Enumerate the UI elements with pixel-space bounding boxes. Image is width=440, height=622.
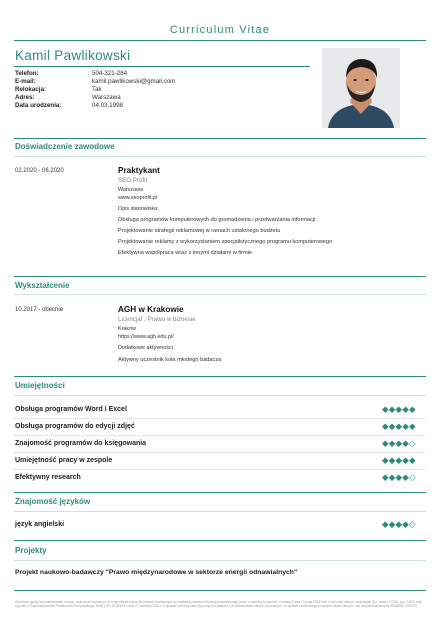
document-title: Curriculum Vitae (169, 24, 271, 36)
field-phone: Telefon: 504-321-284 (15, 70, 128, 77)
education-city: Kraków (118, 326, 136, 332)
education-url: https://www.agh.edu.pl/ (118, 334, 174, 340)
gdpr-consent-clause: Wyrażam zgodę na przetwarzanie danych osobowych zawartych w mojej ofercie pracy dla potrzeb niezbędnych do realizacji procesu rekrutacji prowadzonego przez z siedzibą w zgodnie z ustawą z dnia 10 maja 2018 roku o ochronie danych osobowych (Dz. Ustaw z 2018, poz. 1000) oraz zgodnie z Rozporządzeniem Parlamentu Europejskiego i Rady (UE) 2016/679 z dnia 27 kwietnia 2016 r. w sprawie ochrony osób fizycznych w związku z przetwarzaniem danych osobowych i w sprawie swobodnego przepływu takich danych oraz uchylenia dyrektywy 95/46/WE (RODO). (15, 600, 422, 609)
field-address: Adres: Warszawa (15, 94, 121, 102)
experience-title: Praktykant (118, 166, 160, 175)
section-underline (14, 294, 426, 295)
skill-name: Obsługa programów Word i Excel (15, 406, 127, 413)
section-underline (14, 511, 426, 512)
experience-bullet: Projektowanie strategii reklamowej w ramach ustalonego budżetu (118, 228, 281, 234)
section-divider (14, 376, 426, 377)
field-birthdate: Data urodzenia: 04.03.1998 (15, 102, 123, 110)
section-title-education: Wykształcenie (15, 281, 70, 290)
skill-rating-stars: ◆◆◆◆◆ (382, 404, 416, 414)
section-title-languages: Znajomość języków (15, 497, 91, 506)
footer-divider (14, 590, 426, 591)
experience-entry (118, 166, 418, 256)
project-item: Projekt naukowo-badawczy "Prawo międzynarodowe w sektorze energii odnawialnych" (15, 569, 298, 576)
skill-name: Efektywny research (15, 474, 81, 481)
section-underline (14, 560, 426, 561)
experience-date: 02.2020 - 06.2020 (15, 168, 64, 174)
skill-name: Znajomość programów do księgowania (15, 440, 147, 447)
skill-separator (14, 469, 426, 470)
experience-url: www.seoprofit.pl (118, 195, 158, 201)
section-title-projects: Projekty (15, 546, 47, 555)
education-school: AGH w Krakowie (118, 305, 184, 314)
section-divider (14, 540, 426, 541)
section-divider (14, 276, 426, 277)
section-underline (14, 395, 426, 396)
education-date: 10.2017 - obecnie (15, 307, 64, 313)
skill-rating-stars: ◆◆◆◆◆ (382, 421, 416, 431)
person-name: Kamil Pawlikowski (15, 48, 131, 63)
field-email: E-mail: kamil.pawlikowski@gmail.com (15, 78, 176, 86)
experience-bullet: Projektowanie reklamy z wykorzystaniem specjalistycznego programu komputerowego (118, 239, 333, 245)
skill-name: Umiejętność pracy w zespole (15, 457, 113, 464)
experience-company: SEO Profit (118, 177, 148, 184)
field-relocation: Relokacja: Tak (15, 86, 102, 94)
section-underline (14, 156, 426, 157)
avatar-illustration (322, 48, 400, 128)
skill-rating-stars: ◆◆◆◆◇ (382, 472, 416, 482)
skill-separator (14, 452, 426, 453)
language-name: język angielski (15, 521, 65, 528)
education-bullet: Aktywny uczestnik koła młodego badacza (118, 357, 222, 363)
experience-city: Warszawa (118, 187, 143, 193)
skill-separator (14, 418, 426, 419)
name-underline (14, 66, 310, 67)
experience-desc-label: Opis stanowiska: (118, 206, 159, 212)
education-extra-label: Dodatkowe aktywności (118, 345, 173, 351)
section-title-skills: Umiejętności (15, 381, 65, 390)
section-title-experience: Doświadczenie zawodowe (15, 142, 115, 151)
personal-info (15, 70, 175, 110)
section-divider (14, 492, 426, 493)
experience-bullet: Efektywna współpraca wraz z innymi działami w firmie (118, 250, 252, 256)
skill-name: Obsługa programów do edycji zdjęć (15, 423, 135, 430)
skill-rating-stars: ◆◆◆◆◇ (382, 438, 416, 448)
education-entry (118, 305, 418, 363)
header-divider (14, 40, 426, 41)
section-divider (14, 138, 426, 139)
education-degree: Licencjat , Prawo w biznesie (118, 316, 196, 323)
experience-bullet: Obsługa programów komputerowych do gromadzenia i przetwarzania informacji (118, 217, 316, 223)
language-rating-stars: ◆◆◆◆◇ (382, 519, 416, 529)
skill-separator (14, 435, 426, 436)
profile-photo (322, 48, 400, 128)
skill-rating-stars: ◆◆◆◆◆ (382, 455, 416, 465)
